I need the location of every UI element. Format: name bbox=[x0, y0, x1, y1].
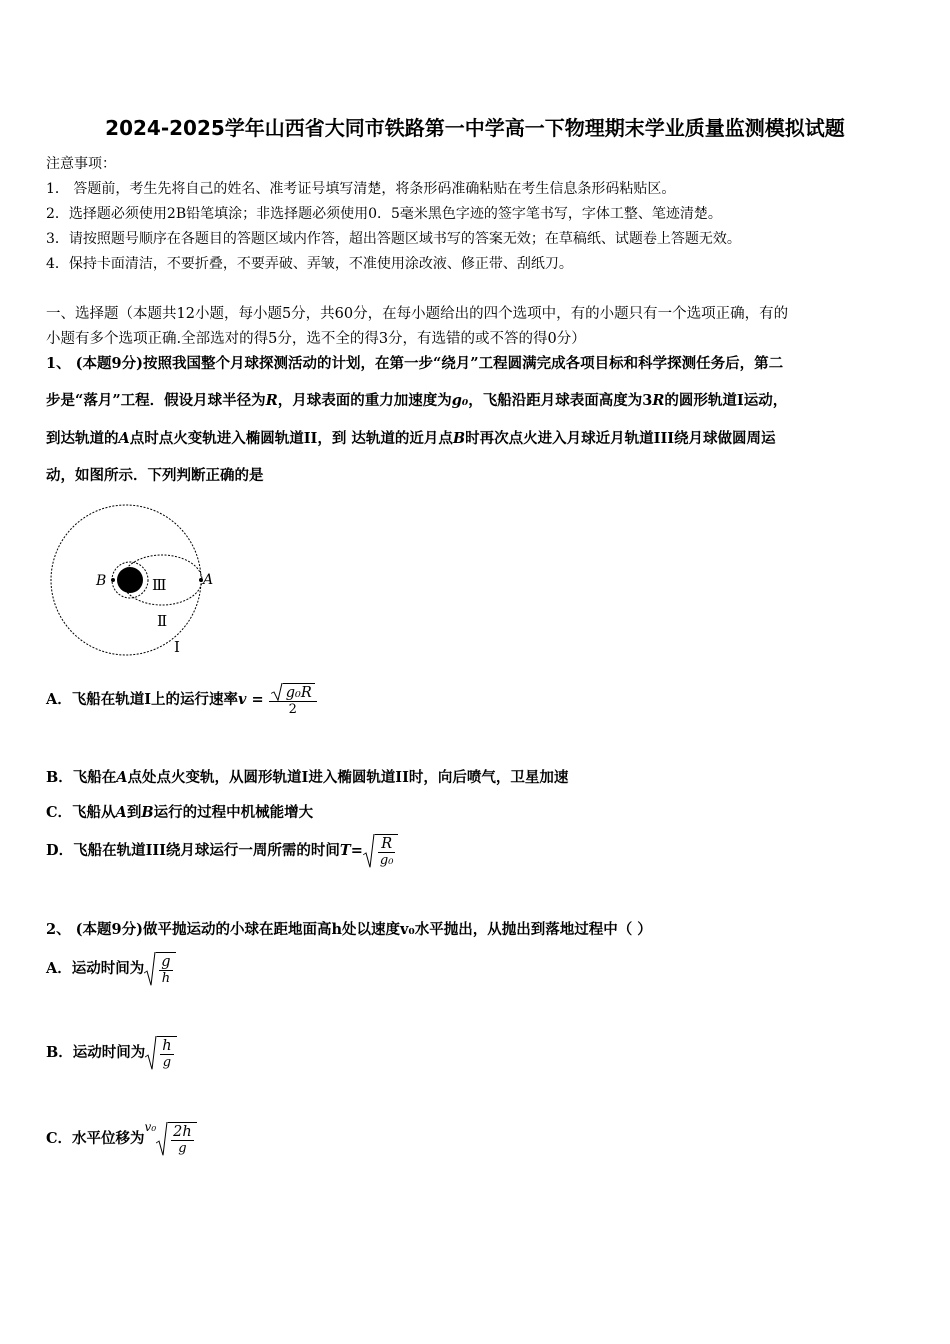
q1-option-c[interactable] bbox=[46, 801, 313, 822]
page-title: 2024-2025学年山西省大同市铁路第一中学高一下物理期末学业质量监测模拟试题 bbox=[105, 116, 845, 140]
q2-option-c-fraction bbox=[171, 1124, 194, 1156]
q1-option-a-sqrt bbox=[271, 683, 315, 701]
notice-item-4: 4．保持卡面清洁，不要折叠，不要弄破、弄皱，不准使用涂改液、修正带、刮纸刀。 bbox=[46, 256, 573, 272]
q2-option-b-numerator: h bbox=[162, 1038, 172, 1054]
q1-option-b-text-a: B．飞船在 bbox=[46, 769, 117, 786]
q1-line3-text-a: 到达轨道的 bbox=[46, 430, 119, 447]
label-III: Ⅲ bbox=[152, 576, 167, 594]
q2-option-a[interactable] bbox=[46, 952, 176, 986]
q1-option-b-var-A: A bbox=[116, 769, 128, 786]
q1-option-c-var-B: B bbox=[141, 804, 154, 821]
q2-option-b[interactable] bbox=[46, 1036, 177, 1070]
q1-line2-text-a: 步是“落月”工程．假设月球半径为 bbox=[46, 392, 266, 409]
q1-line3-text-c: 时再次点火进入月球近月轨道III绕月球做圆周运 bbox=[465, 430, 776, 447]
label-B: B bbox=[96, 573, 107, 589]
q1-line3-text-b: 点时点火变轨进入椭圆轨道II，到 达轨道的近月点 bbox=[129, 430, 453, 447]
q1-option-d-sqrt bbox=[363, 834, 399, 868]
q1-option-a-var-v: v bbox=[238, 691, 247, 708]
moon-icon bbox=[117, 567, 143, 593]
q2-option-c-v0: v₀ bbox=[144, 1120, 157, 1134]
q2-option-a-denominator: h bbox=[159, 970, 172, 986]
q2-option-b-text: B．运动时间为 bbox=[46, 1044, 146, 1061]
q1-option-b-text-b: 点处点火变轨，从圆形轨道I进入椭圆轨道II时，向后喷气，卫星加速 bbox=[127, 769, 569, 786]
q1-line2 bbox=[46, 389, 787, 410]
q1-var-R: R bbox=[265, 392, 278, 409]
q1-line2-text-c: ，飞船沿距月球表面高度为3 bbox=[468, 392, 653, 409]
point-B-dot bbox=[111, 578, 115, 582]
label-I: Ⅰ bbox=[174, 638, 180, 656]
q2-option-b-sqrt bbox=[145, 1036, 176, 1070]
q1-option-c-text-a: C．飞船从 bbox=[46, 804, 116, 821]
q1-option-d-denominator: g₀ bbox=[379, 853, 394, 868]
q1-option-a-eq: = bbox=[246, 691, 264, 708]
q2-option-a-sqrt bbox=[144, 952, 175, 986]
q1-option-d[interactable] bbox=[46, 834, 398, 868]
q1-line1: 1、 (本题9分)按照我国整个月球探测活动的计划，在第一步“绕月”工程圆满完成各项目标和科学探测任务后，第二 bbox=[46, 355, 784, 372]
q2-option-b-denominator: g bbox=[160, 1054, 173, 1070]
q2-option-c-text: C．水平位移为 bbox=[46, 1130, 145, 1147]
q2-line1: 2、 (本题9分)做平抛运动的小球在距地面高h处以速度v₀水平抛出，从抛出到落地过程中（ ） bbox=[46, 921, 652, 938]
q2-option-a-text: A．运动时间为 bbox=[46, 960, 145, 977]
notice-item-3: 3．请按照题号顺序在各题目的答题区域内作答，超出答题区域书写的答案无效；在草稿纸、试题卷上答题无效。 bbox=[46, 231, 741, 247]
notice-item-1: 1． 答题前，考生先将自己的姓名、准考证号填写清楚，将条形码准确粘贴在考生信息条形码粘贴区。 bbox=[46, 181, 676, 197]
label-II: Ⅱ bbox=[157, 612, 168, 630]
q1-line2-text-d: 的圆形轨道I运动， bbox=[664, 392, 788, 409]
q1-option-a-fraction bbox=[269, 683, 317, 717]
q1-option-b[interactable] bbox=[46, 766, 568, 787]
q1-option-c-var-A: A bbox=[115, 804, 127, 821]
q2-option-b-fraction bbox=[160, 1038, 173, 1070]
q1-option-d-eq: = bbox=[350, 842, 363, 859]
q1-option-d-var-T: T bbox=[339, 842, 351, 859]
q1-line3 bbox=[46, 427, 776, 448]
q2-option-c-numerator: 2h bbox=[173, 1124, 192, 1140]
q1-option-a-text: A．飞船在轨道I上的运行速率 bbox=[46, 691, 239, 708]
q1-var-R-2: R bbox=[652, 392, 665, 409]
orbit-diagram bbox=[46, 500, 216, 660]
section-intro-line2: 小题有多个选项正确.全部选对的得5分，选不全的得3分，有选错的或不答的得0分） bbox=[46, 331, 586, 347]
q2-option-c[interactable] bbox=[46, 1120, 197, 1156]
q2-option-c-sqrt bbox=[156, 1122, 197, 1156]
notice-item-2: 2．选择题必须使用2B铅笔填涂；非选择题必须使用0．5毫米黑色字迹的签字笔书写，字体工整、笔迹清楚。 bbox=[46, 206, 722, 222]
section-intro-line1: 一、选择题（本题共12小题，每小题5分，共60分，在每小题给出的四个选项中，有的小题只有一个选项正确，有的 bbox=[46, 306, 789, 322]
q1-option-a-denominator: 2 bbox=[269, 701, 317, 717]
q1-option-c-text-c: 运行的过程中机械能增大 bbox=[153, 804, 314, 821]
q1-option-a[interactable] bbox=[46, 683, 317, 717]
q1-var-B: B bbox=[452, 430, 466, 447]
q1-option-d-fraction bbox=[378, 836, 396, 868]
q2-option-c-denominator: g bbox=[171, 1140, 194, 1156]
q2-option-a-fraction bbox=[159, 954, 172, 986]
q1-option-d-numerator: R bbox=[381, 836, 393, 852]
q1-option-a-numerator: g₀R bbox=[283, 683, 315, 701]
q1-option-d-text: D．飞船在轨道III绕月球运行一周所需的时间 bbox=[46, 842, 340, 859]
q1-option-c-text-b: 到 bbox=[126, 804, 142, 821]
q1-line2-text-b: ，月球表面的重力加速度为 bbox=[277, 392, 452, 409]
q1-var-A: A bbox=[118, 430, 130, 447]
notice-heading: 注意事项： bbox=[46, 156, 116, 172]
q2-option-a-numerator: g bbox=[161, 954, 171, 970]
q1-line4: 动，如图所示．下列判断正确的是 bbox=[46, 467, 264, 484]
label-A: A bbox=[203, 572, 214, 588]
q1-var-g0: g₀ bbox=[451, 392, 469, 409]
